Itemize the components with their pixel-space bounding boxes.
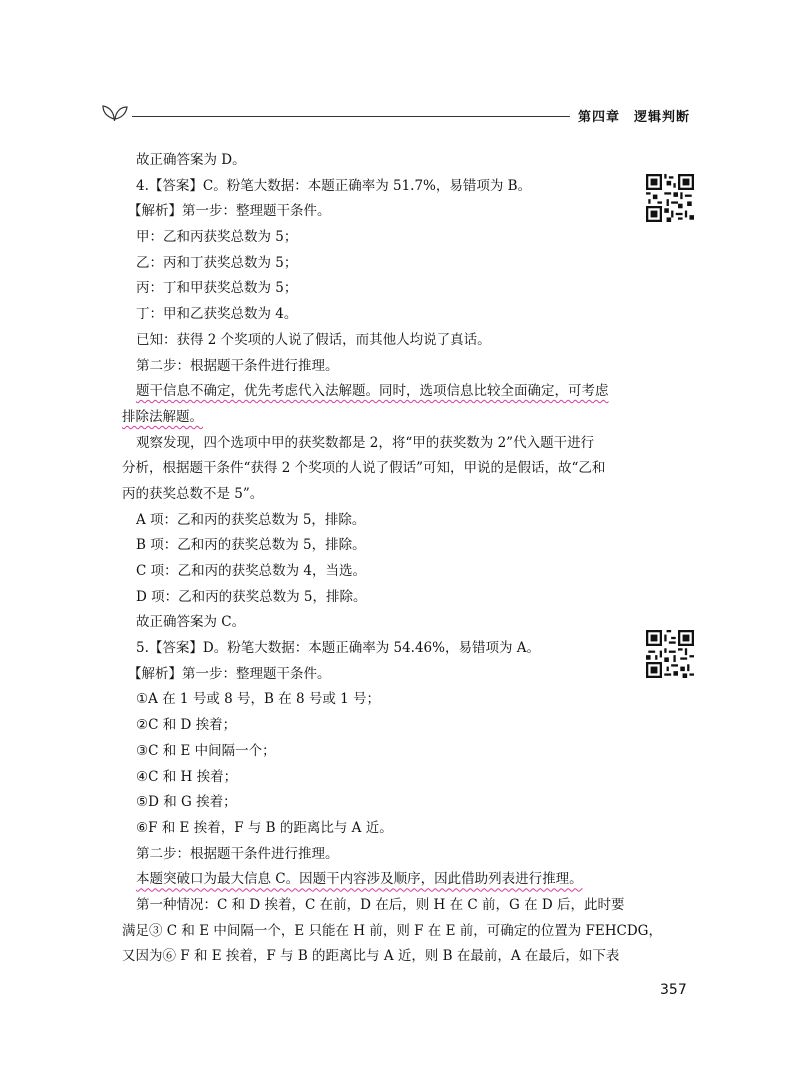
condition-line: ①A 在 1 号或 8 号，B 在 8 号或 1 号； (136, 691, 381, 708)
text-line: 第二步：根据题干条件进行推理。 (136, 845, 339, 862)
qr-code-icon (646, 174, 694, 222)
leaf-icon (100, 101, 130, 121)
analysis-line: 【解析】第一步：整理题干条件。 (128, 665, 331, 682)
answer-line-q4: 4.【答案】C。粉笔大数据：本题正确率为 51.7%，易错项为 B。 (136, 177, 532, 194)
option-line: C 项：乙和丙的获奖总数为 4，当选。 (136, 563, 367, 579)
chapter-number: 第四章 (578, 110, 621, 125)
chapter-heading (578, 106, 690, 125)
text-line: 甲：乙和丙获奖总数为 5； (136, 229, 298, 246)
text-line: 满足③ C 和 E 中间隔一个，E 只能在 H 前，则 F 在 E 前，可确定的位置为 FEHCDG， (122, 922, 662, 939)
condition-line: ⑥F 和 E 挨着，F 与 B 的距离比与 A 近。 (136, 819, 393, 836)
highlighted-tip: 本题突破口为最大信息 C。因题干内容涉及顺序，因此借助列表进行推理。 (136, 871, 583, 888)
condition-line: ③C 和 E 中间隔一个； (136, 742, 276, 759)
text-line: 第二步：根据题干条件进行推理。 (136, 357, 339, 374)
option-line: B 项：乙和丙的获奖总数为 5，排除。 (136, 537, 366, 554)
answer-explanation-body (122, 148, 662, 970)
condition-line: ⑤D 和 G 挨着； (136, 794, 237, 811)
text-line: 故正确答案为 D。 (136, 152, 246, 168)
text-line: 丁：甲和乙获奖总数为 4。 (136, 306, 298, 323)
text-line: 丙的获奖总数不是 5”。 (122, 485, 264, 502)
chapter-title: 逻辑判断 (634, 110, 691, 125)
text-line: 分析，根据题干条件“获得 2 个奖项的人说了假话”可知，甲说的是假话，故“乙和 (122, 460, 606, 477)
text-line: 丙：丁和甲获奖总数为 5； (136, 280, 298, 297)
answer-line-q5: 5.【答案】D。粉笔大数据：本题正确率为 54.46%，易错项为 A。 (136, 640, 541, 657)
option-line: A 项：乙和丙的获奖总数为 5，排除。 (136, 511, 366, 528)
header-rule (132, 116, 570, 117)
qr-code-icon (646, 630, 694, 678)
highlighted-tip: 排除法解题。 (122, 408, 203, 425)
text-line: 乙：丙和丁获奖总数为 5； (136, 254, 298, 271)
text-line: 又因为⑥ F 和 E 挨着，F 与 B 的距离比与 A 近，则 B 在最前，A 在最后，如下表 (122, 948, 620, 965)
condition-line: ④C 和 H 挨着； (136, 768, 238, 785)
text-line: 故正确答案为 C。 (136, 614, 246, 631)
text-line: 第一种情况：C 和 D 挨着，C 在前，D 在后，则 H 在 C 前，G 在 D 后，此时要 (136, 896, 625, 913)
text-line: 观察发现，四个选项中甲的获奖数都是 2，将“甲的获奖数为 2”代入题干进行 (136, 434, 595, 451)
text-line: 已知：获得 2 个奖项的人说了假话，而其他人均说了真话。 (136, 331, 491, 348)
analysis-line: 【解析】第一步：整理题干条件。 (128, 203, 331, 220)
condition-line: ②C 和 D 挨着； (136, 717, 237, 734)
highlighted-tip: 题干信息不确定，优先考虑代入法解题。同时，选项信息比较全面确定，可考虑 (136, 383, 609, 400)
page-number: 357 (660, 982, 687, 998)
option-line: D 项：乙和丙的获奖总数为 5，排除。 (136, 588, 367, 605)
